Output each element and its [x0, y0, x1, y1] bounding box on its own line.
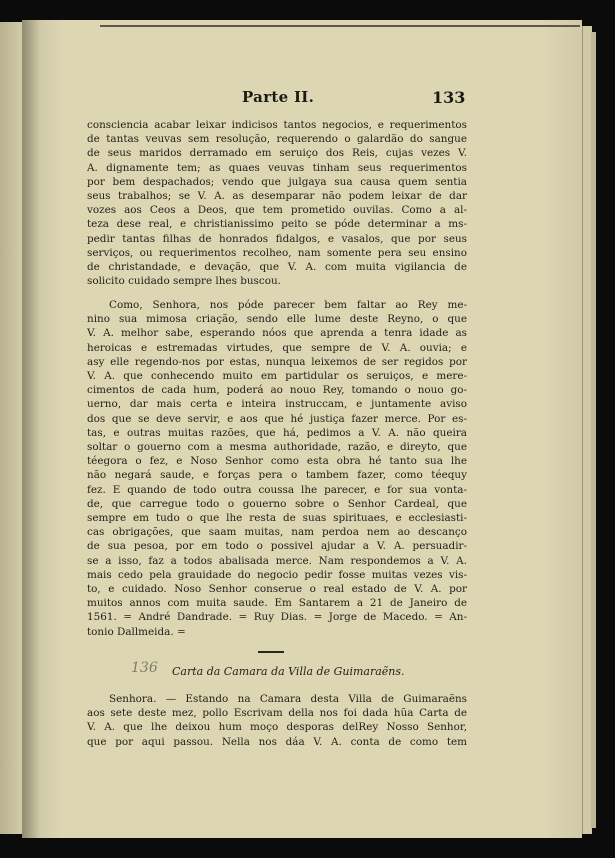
text-line: se a isso, faz a todos abalisada merce. Nam respondemos a V. A.	[87, 554, 467, 567]
text-line: cas obrigações, que saam muitas, nam perdoa nem ao descanço	[87, 526, 467, 539]
text-line: de christandade, e devação, que V. A. com muita vigilancia de	[87, 261, 467, 274]
text-line: pedir tantas filhas de honrados fidalgos, e vasalos, que por seus	[87, 232, 467, 245]
text-line: téegora o fez, e Noso Senhor como esta obra hé tanto sua lhe	[87, 455, 467, 468]
page-stack-edge-back	[591, 32, 596, 828]
text-line: V. A. que conhecendo muito em partidular os seruiços, e mere-	[87, 370, 467, 383]
text-line: por bem despachados; vendo que julgaya sua causa quem sentia	[87, 175, 467, 188]
text-line: Senhora. — Estando na Camara desta Villa de Guimaraẽns	[109, 693, 467, 705]
text-line: uerno, dar mais certa e inteira instruccam, e juntamente aviso	[87, 398, 467, 411]
text-line: tas, e outras muitas razões, que há, pedimos a V. A. não queira	[87, 426, 467, 439]
text-line: to, e cuidado. Noso Senhor conserue o real estado de V. A. por	[87, 583, 467, 596]
text-line: mais cedo pela grauidade do negocio pedir fosse muitas vezes vis-	[87, 568, 467, 581]
text-line: seus trabalhos; se V. A. as desemparar não podem leixar de dar	[87, 190, 467, 203]
paragraph-1	[87, 118, 467, 288]
text-line: dos que se deve servir, e aos que hé justiça fazer merce. Por es-	[87, 412, 467, 425]
paragraph-3	[87, 692, 467, 749]
text-line: nino sua mimosa criação, sendo elle lume deste Reyno, o que	[87, 313, 467, 326]
text-line: heroicas e estremadas virtudes, que sempre de V. A. ouvia; e	[87, 341, 467, 354]
text-line: serviços, ou requerimentos recolheo, nam somente pera seu ensino	[87, 246, 467, 259]
section-divider	[258, 651, 284, 653]
text-line: de, que carregue todo o gouerno sobre o Senhor Cardeal, que	[87, 497, 467, 510]
text-line: que por aqui passou. Nella nos dáa V. A. conta de como tem	[87, 735, 467, 748]
text-line: tonio Dallmeida. =	[87, 625, 186, 638]
handwritten-annotation: 136	[131, 660, 158, 676]
text-line: não negará saude, e forças pera o tambem fazer, como téequy	[87, 469, 467, 482]
top-border-line	[100, 25, 580, 27]
text-line: 1561. = André Dandrade. = Ruy Dias. = Jorge de Macedo. = An-	[87, 611, 467, 624]
text-line: Como, Senhora, nos póde parecer bem faltar ao Rey me-	[109, 299, 467, 311]
text-line: muitos annos com muita saude. Em Santarem a 21 de Janeiro de	[87, 597, 467, 610]
text-line: V. A. melhor sabe, esperando nóos que aprenda a tenra idade as	[87, 327, 467, 340]
text-line: de seus maridos derramado em seruiço dos Reis, cujas vezes V.	[87, 147, 467, 160]
text-line: soltar o gouerno com a mesma authoridade, razão, e direyto, que	[87, 441, 467, 454]
text-line: fez. E quando de todo outra coussa lhe parecer, e for sua vonta-	[87, 483, 467, 496]
text-line: V. A. que lhe deixou hum moço desporas delRey Nosso Senhor,	[87, 721, 467, 734]
running-head: Parte II.	[242, 88, 315, 106]
text-line: consciencia acabar leixar indicisos tantos negocios, e requerimentos	[87, 119, 467, 131]
text-line: teza dese real, e christianissimo peito se póde determinar a ms-	[87, 218, 467, 231]
section-title: Carta da Camara da Villa de Guimaraẽns.	[172, 665, 405, 678]
text-line: vozes aos Ceos a Deos, que tem prometido ouvilas. Como a al-	[87, 204, 467, 217]
gutter-shadow	[22, 20, 40, 838]
text-line: A. dignamente tem; as quaes veuvas tinham seus requerimentos	[87, 161, 467, 174]
text-line: asy elle regendo-nos por estas, nunqua leixemos de ser regidos por	[87, 355, 467, 368]
text-line: sempre em tudo o que lhe resta de suas spirituaes, e ecclesiasti-	[87, 512, 467, 525]
page-number: 133	[432, 88, 466, 107]
text-line: de sua pesoa, por em todo o possivel ajudar a V. A. persuadir-	[87, 540, 467, 553]
text-line: solicito cuidado sempre lhes buscou.	[87, 275, 281, 288]
text-line: cimentos de cada hum, poderá ao nouo Rey, tomando o nouo go-	[87, 384, 467, 397]
text-line: de tantas veuvas sem resolução, requerendo o galardão do sangue	[87, 133, 467, 146]
paragraph-2	[87, 298, 467, 639]
text-line: aos sete deste mez, pollo Escrivam della nos foi dada hũa Carta de	[87, 707, 467, 720]
